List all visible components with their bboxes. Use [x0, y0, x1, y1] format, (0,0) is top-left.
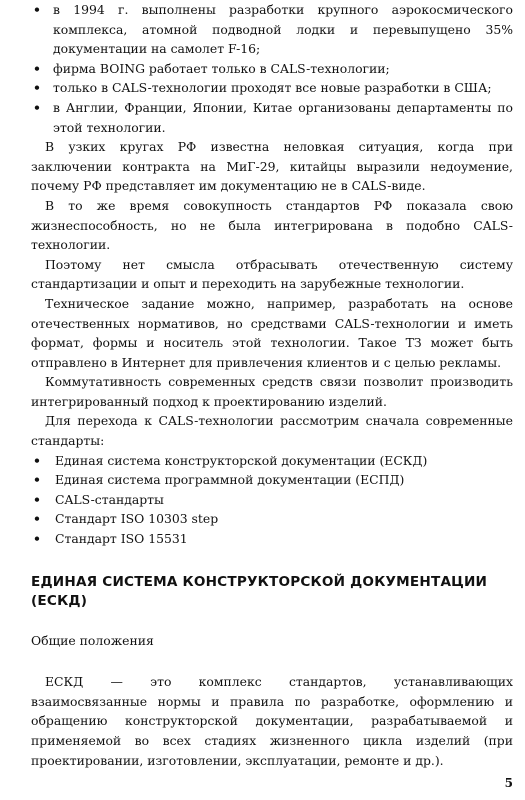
bullet-mark: •: [33, 60, 41, 76]
list-item: • Стандарт ISO 10303 step: [31, 509, 513, 529]
bullet-mark: •: [33, 2, 41, 17]
paragraph-technical-task: Техническое задание можно, например, разработать на основе отечественных нормативов, но средствами CALS-технологии и иметь формат, формы и носитель этой технологии. Такое ТЗ может быть отправлено в Интернет для привлечения клиентов и с целью рекламы.: [31, 295, 513, 370]
paragraph-communication: Коммутативность современных средств связи позволит производить интегрированный подход к проектированию изделий.: [31, 374, 513, 409]
section-heading: ЕДИНАЯ СИСТЕМА КОНСТРУКТОРСКОЙ ДОКУМЕНТАЦИИ (ЕСКД): [31, 573, 488, 609]
list-item: • в 1994 г. выполнены разработки крупного аэрокосмического комплекса, атомной подводной лодки и перевыпущено 35% документации на самолет F-16;: [33, 2, 513, 57]
list-item: • в Англии, Франции, Японии, Китае организованы департаменты по этой технологии.: [33, 99, 513, 135]
bullet-mark: •: [33, 80, 41, 96]
bullet-mark: •: [33, 491, 41, 507]
intro-bullet-list: [31, 0, 513, 137]
list-item: • CALS-стандарты: [31, 490, 513, 510]
standards-bullet-list: [31, 451, 513, 549]
bullet-mark: •: [33, 511, 41, 527]
paragraph-eskd-definition: ЕСКД — это комплекс стандартов, устанавливающих взаимосвязанные нормы и правила по разработке, оформлению и обращению конструкторской документации, разрабатываемой и применяемой во всех стадиях жизненного цикла изделий (при проектировании, изготовлении, эксплуатации, ремонте и др.).: [31, 674, 513, 768]
bullet-mark: •: [33, 99, 41, 115]
subheading: Общие положения: [31, 632, 154, 648]
list-item: • фирма BOING работает только в CALS-технологии;: [31, 59, 513, 79]
paragraph-transition: Для перехода к CALS-технологии рассмотрим сначала современные стандарты:: [31, 413, 513, 449]
bullet-mark: •: [33, 531, 41, 547]
bullet-mark: •: [33, 452, 41, 468]
list-item: • Единая система конструкторской документации (ЕСКД): [31, 451, 513, 471]
page-content: [31, 0, 513, 770]
list-item: • Единая система программной документации (ЕСПД): [31, 470, 513, 490]
page-number: 5: [504, 776, 513, 790]
paragraph-standards-viability: В то же время совокупность стандартов РФ показала свою жизнеспособность, но не была интегрирована в подобно CALS-технологии.: [31, 197, 513, 253]
list-item: • Стандарт ISO 15531: [31, 529, 513, 549]
bullet-mark: •: [33, 472, 41, 488]
list-item: • только в CALS-технологии проходят все новые разработки в США;: [31, 78, 513, 98]
paragraph-no-sense: Поэтому нет смысла отбрасывать отечественную систему стандартизации и опыт и переходить на зарубежные технологии.: [31, 256, 513, 292]
paragraph-mig29: В узких кругах РФ известна неловкая ситуация, когда при заключении контракта на МиГ-29, китайцы выразили недоумение, почему РФ представляет им документацию не в CALS-виде.: [31, 139, 513, 194]
